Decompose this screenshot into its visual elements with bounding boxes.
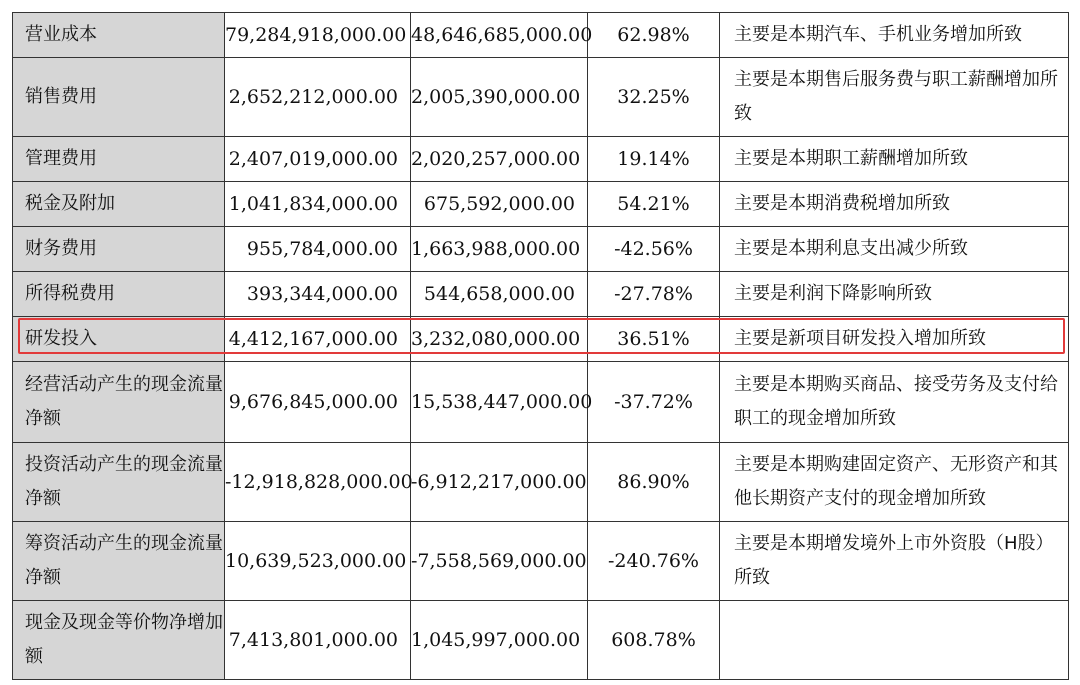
change-reason: 主要是本期增发境外上市外资股（H股）所致 — [720, 522, 1069, 601]
change-reason: 主要是新项目研发投入增加所致 — [720, 317, 1069, 362]
previous-period-value: 544,658,000.00 — [411, 272, 588, 317]
change-rate: -27.78% — [588, 272, 720, 317]
current-period-value: 7,413,801,000.00 — [225, 601, 411, 680]
change-rate: -42.56% — [588, 227, 720, 272]
table-row — [13, 13, 1069, 58]
table-row — [13, 227, 1069, 272]
table-row — [13, 182, 1069, 227]
change-reason — [720, 601, 1069, 680]
previous-period-value: 15,538,447,000.00 — [411, 362, 588, 443]
item-name: 研发投入 — [13, 317, 225, 362]
change-rate: 36.51% — [588, 317, 720, 362]
financial-statement-table — [12, 12, 1069, 680]
change-reason: 主要是本期购建固定资产、无形资产和其他长期资产支付的现金增加所致 — [720, 443, 1069, 522]
item-name: 财务费用 — [13, 227, 225, 272]
change-reason: 主要是本期职工薪酬增加所致 — [720, 137, 1069, 182]
change-reason: 主要是本期消费税增加所致 — [720, 182, 1069, 227]
table-row — [13, 58, 1069, 137]
previous-period-value: 675,592,000.00 — [411, 182, 588, 227]
previous-period-value: -6,912,217,000.00 — [411, 443, 588, 522]
change-rate: 19.14% — [588, 137, 720, 182]
table-row-highlighted — [13, 317, 1069, 362]
previous-period-value: 2,020,257,000.00 — [411, 137, 588, 182]
item-name: 投资活动产生的现金流量净额 — [13, 443, 225, 522]
item-name: 营业成本 — [13, 13, 225, 58]
previous-period-value: 48,646,685,000.00 — [411, 13, 588, 58]
current-period-value: 9,676,845,000.00 — [225, 362, 411, 443]
change-rate: 62.98% — [588, 13, 720, 58]
table-row — [13, 272, 1069, 317]
current-period-value: 1,041,834,000.00 — [225, 182, 411, 227]
change-reason: 主要是利润下降影响所致 — [720, 272, 1069, 317]
previous-period-value: 1,045,997,000.00 — [411, 601, 588, 680]
change-rate: -240.76% — [588, 522, 720, 601]
item-name: 税金及附加 — [13, 182, 225, 227]
current-period-value: 79,284,918,000.00 — [225, 13, 411, 58]
previous-period-value: 3,232,080,000.00 — [411, 317, 588, 362]
current-period-value: 4,412,167,000.00 — [225, 317, 411, 362]
change-reason: 主要是本期售后服务费与职工薪酬增加所致 — [720, 58, 1069, 137]
change-reason: 主要是本期利息支出减少所致 — [720, 227, 1069, 272]
previous-period-value: -7,558,569,000.00 — [411, 522, 588, 601]
table-row — [13, 362, 1069, 443]
item-name: 经营活动产生的现金流量净额 — [13, 362, 225, 443]
current-period-value: 2,407,019,000.00 — [225, 137, 411, 182]
financial-table-container — [12, 12, 1069, 680]
change-rate: 86.90% — [588, 443, 720, 522]
current-period-value: 393,344,000.00 — [225, 272, 411, 317]
previous-period-value: 2,005,390,000.00 — [411, 58, 588, 137]
change-reason: 主要是本期购买商品、接受劳务及支付给职工的现金增加所致 — [720, 362, 1069, 443]
current-period-value: 10,639,523,000.00 — [225, 522, 411, 601]
item-name: 筹资活动产生的现金流量净额 — [13, 522, 225, 601]
table-row — [13, 601, 1069, 680]
change-rate: 54.21% — [588, 182, 720, 227]
current-period-value: 2,652,212,000.00 — [225, 58, 411, 137]
item-name: 现金及现金等价物净增加额 — [13, 601, 225, 680]
item-name: 所得税费用 — [13, 272, 225, 317]
item-name: 销售费用 — [13, 58, 225, 137]
change-rate: 32.25% — [588, 58, 720, 137]
current-period-value: 955,784,000.00 — [225, 227, 411, 272]
table-row — [13, 443, 1069, 522]
previous-period-value: 1,663,988,000.00 — [411, 227, 588, 272]
table-row — [13, 522, 1069, 601]
change-reason: 主要是本期汽车、手机业务增加所致 — [720, 13, 1069, 58]
change-rate: 608.78% — [588, 601, 720, 680]
current-period-value: -12,918,828,000.00 — [225, 443, 411, 522]
change-rate: -37.72% — [588, 362, 720, 443]
item-name: 管理费用 — [13, 137, 225, 182]
table-row — [13, 137, 1069, 182]
